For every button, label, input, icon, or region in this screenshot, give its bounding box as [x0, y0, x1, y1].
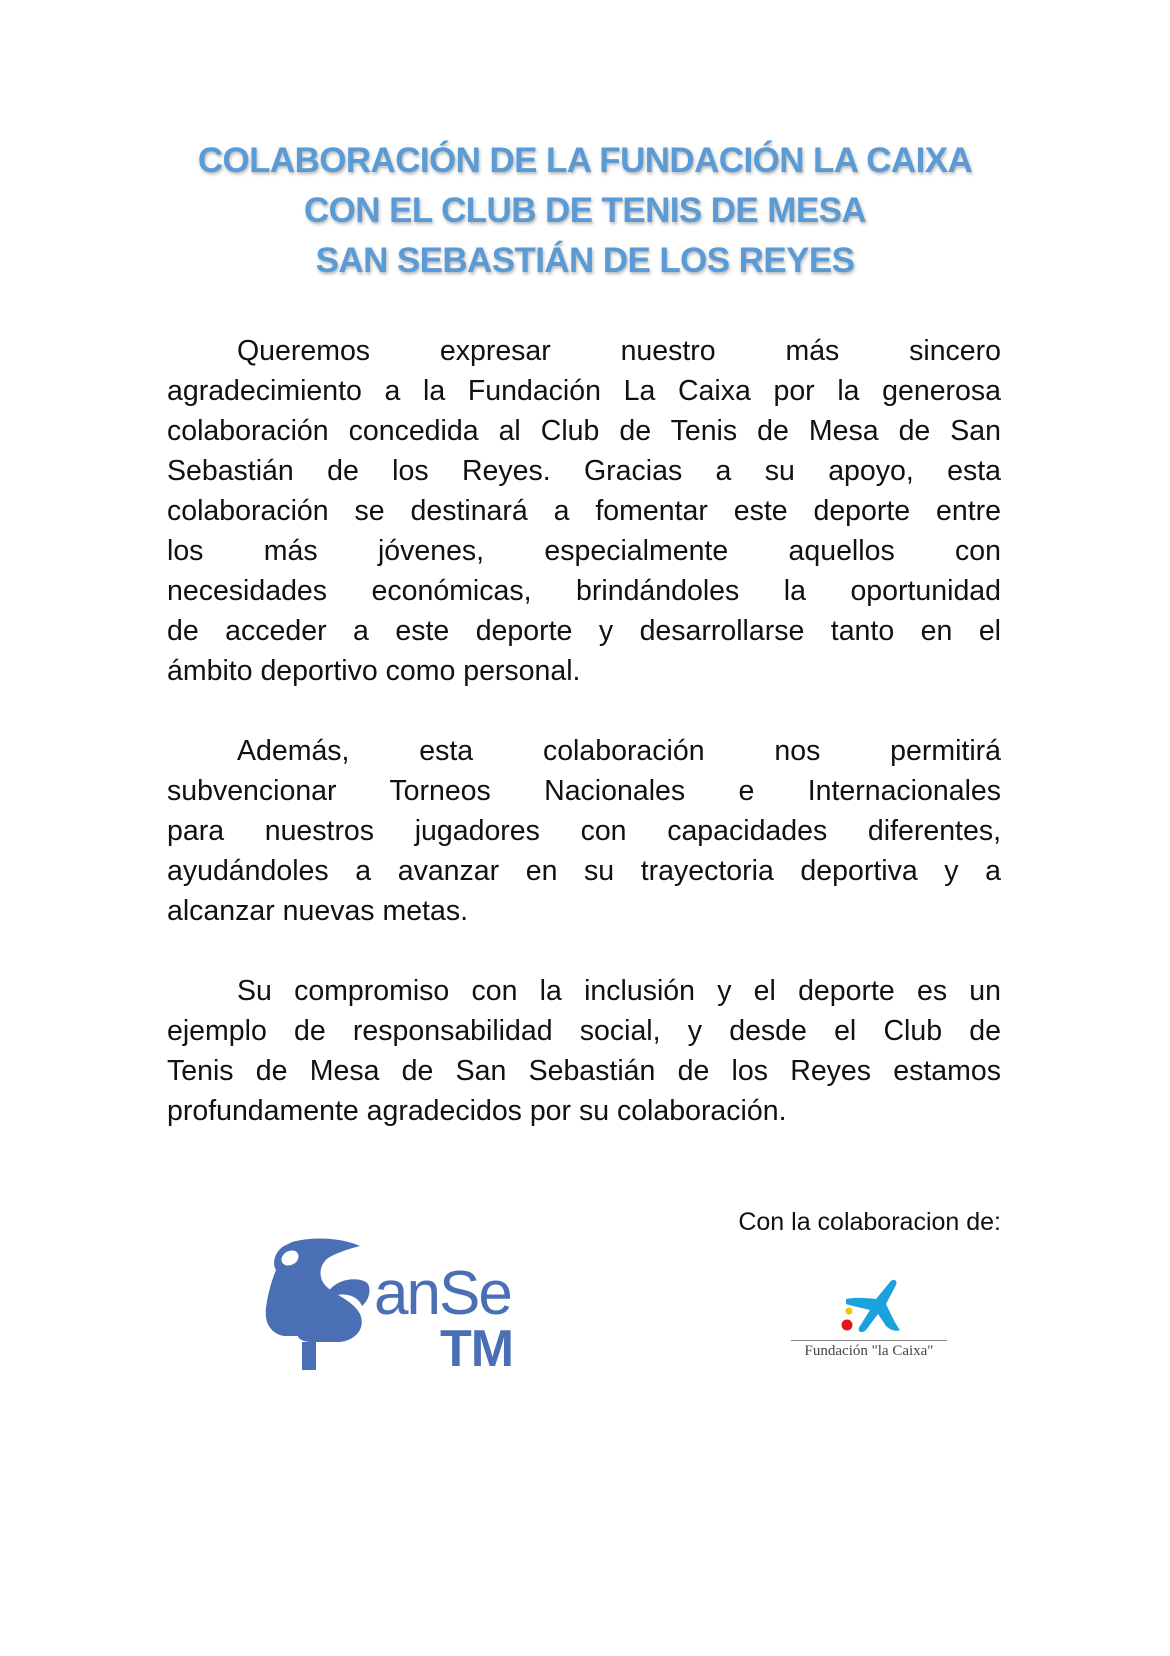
paragraph-2 — [167, 731, 1001, 931]
text-line: subvencionar Torneos Nacionales e Internacionales — [167, 775, 1001, 807]
text-line: colaboración concedida al Club de Tenis de Mesa de San — [167, 415, 1001, 447]
text-line: alcanzar nuevas metas. — [167, 895, 468, 927]
text-line: de acceder a este deporte y desarrollarse tanto en el — [167, 615, 1001, 647]
sanse-tm-logo-icon — [262, 1236, 532, 1371]
svg-text:TM: TM — [440, 1320, 514, 1371]
text-line: agradecimiento a la Fundación La Caixa por la generosa — [167, 375, 1001, 407]
title-line: COLABORACIÓN DE LA FUNDACIÓN LA CAIXA — [197, 141, 973, 180]
document-body — [167, 331, 1001, 1171]
text-line: Su compromiso con la inclusión y el deporte es un — [237, 975, 1001, 1007]
text-line: Tenis de Mesa de San Sebastián de los Reyes estamos — [167, 1055, 1001, 1087]
document-title — [0, 136, 1170, 286]
svg-text:anSe: anSe — [374, 1259, 511, 1328]
paragraph-3 — [167, 971, 1001, 1131]
title-line: CON EL CLUB DE TENIS DE MESA — [303, 191, 867, 230]
text-line: necesidades económicas, brindándoles la oportunidad — [167, 575, 1001, 607]
paragraph-1 — [167, 331, 1001, 691]
text-line: Sebastián de los Reyes. Gracias a su apoyo, esta — [167, 455, 1001, 487]
text-line: Queremos expresar nuestro más sincero — [237, 335, 1001, 367]
text-line: Además, esta colaboración nos permitirá — [237, 735, 1001, 767]
collaboration-label: Con la colaboracion de: — [738, 1208, 1001, 1236]
text-line: los más jóvenes, especialmente aquellos con — [167, 535, 1001, 567]
text-line: profundamente agradecidos por su colaboración. — [167, 1095, 787, 1127]
text-line: ejemplo de responsabilidad social, y desde el Club de — [167, 1015, 1001, 1047]
text-line: para nuestros jugadores con capacidades diferentes, — [167, 815, 1001, 847]
text-line: ayudándoles a avanzar en su trayectoria deportiva y a — [167, 855, 1001, 887]
title-line: SAN SEBASTIÁN DE LOS REYES — [315, 241, 855, 280]
text-line: ámbito deportivo como personal. — [167, 655, 581, 687]
text-line: colaboración se destinará a fomentar este deporte entre — [167, 495, 1001, 527]
la-caixa-label: Fundación "la Caixa" — [791, 1340, 947, 1360]
